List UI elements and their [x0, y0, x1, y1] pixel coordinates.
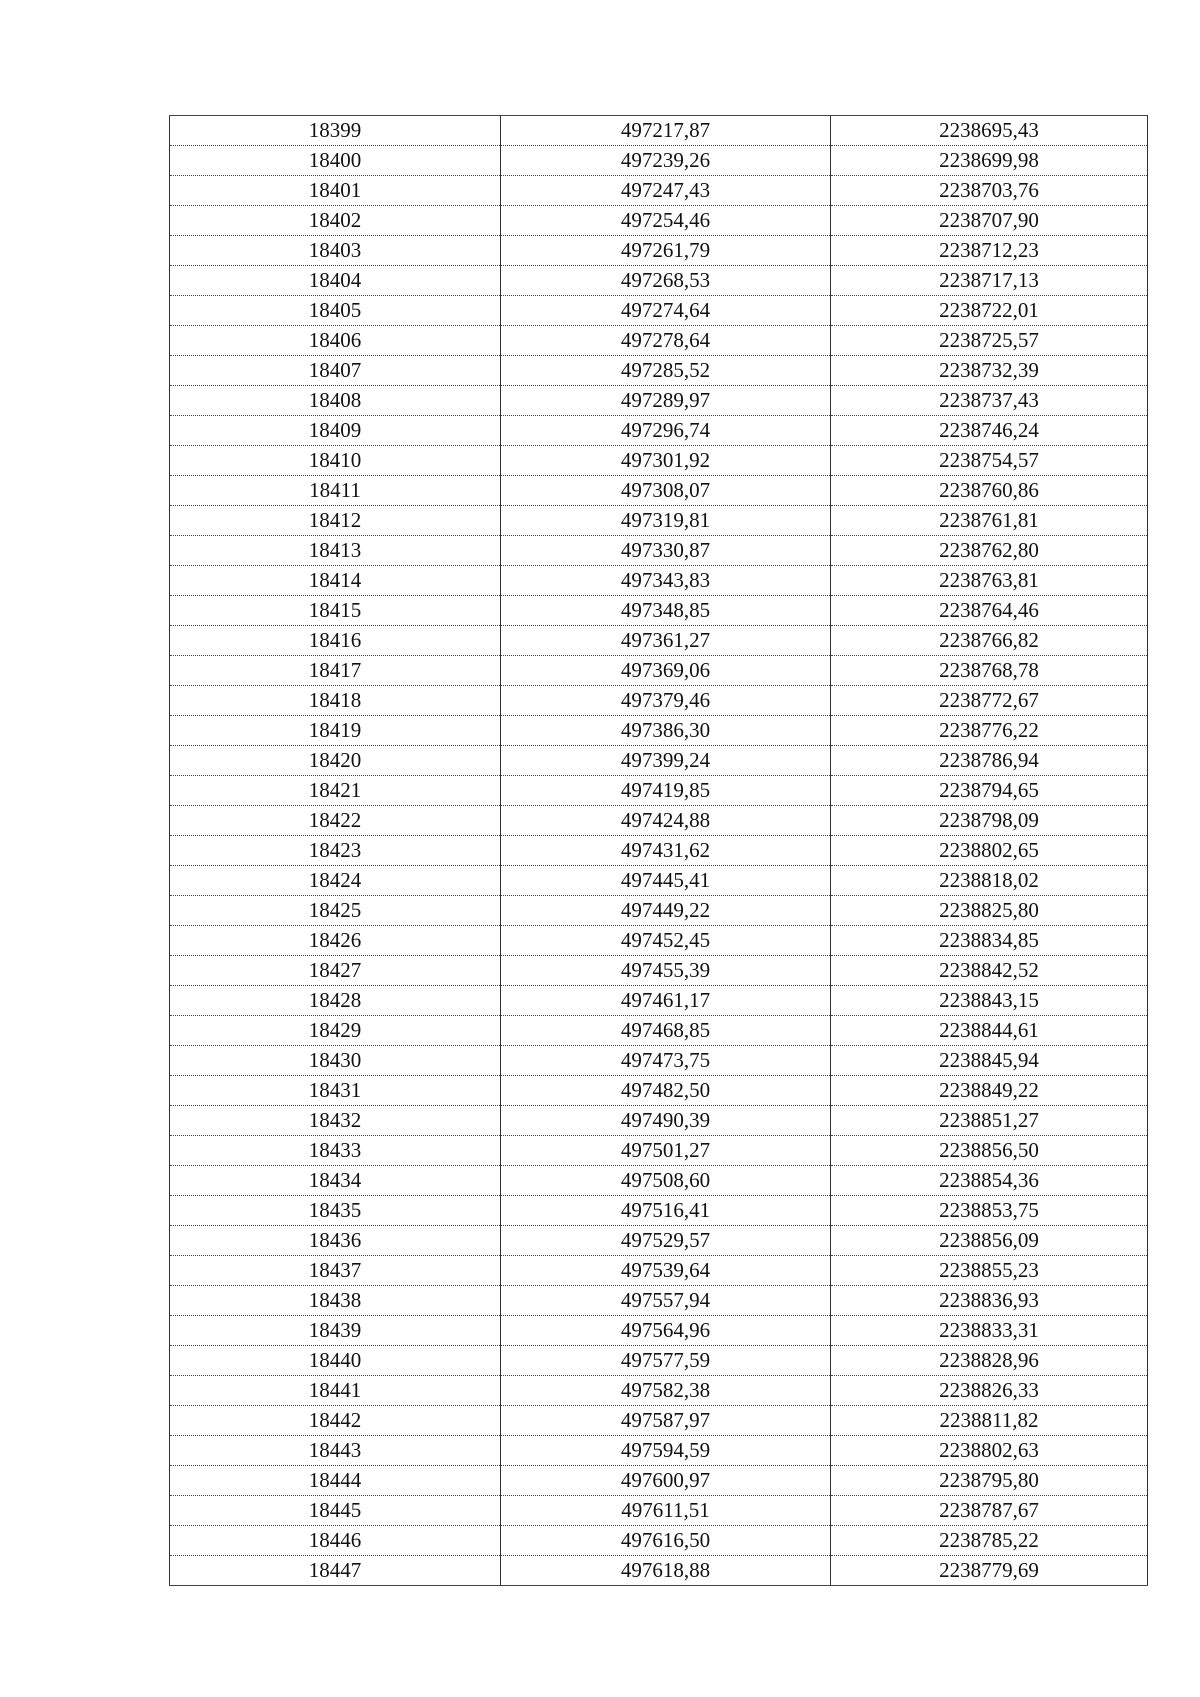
point-number-cell: 18414	[170, 566, 501, 596]
table-row	[170, 806, 1148, 836]
x-coordinate-cell: 497268,53	[501, 266, 831, 296]
point-number-cell: 18433	[170, 1136, 501, 1166]
y-coordinate-cell: 2238825,80	[831, 896, 1148, 926]
coordinates-table	[169, 115, 1148, 1586]
x-coordinate-cell: 497594,59	[501, 1436, 831, 1466]
y-coordinate-cell: 2238732,39	[831, 356, 1148, 386]
table-row	[170, 1106, 1148, 1136]
x-coordinate-cell: 497301,92	[501, 446, 831, 476]
point-number-cell: 18416	[170, 626, 501, 656]
point-number-cell: 18447	[170, 1556, 501, 1586]
x-coordinate-cell: 497516,41	[501, 1196, 831, 1226]
table-row	[170, 746, 1148, 776]
table-row	[170, 716, 1148, 746]
point-number-cell: 18412	[170, 506, 501, 536]
x-coordinate-cell: 497319,81	[501, 506, 831, 536]
y-coordinate-cell: 2238818,02	[831, 866, 1148, 896]
y-coordinate-cell: 2238802,63	[831, 1436, 1148, 1466]
table-row	[170, 1406, 1148, 1436]
point-number-cell: 18430	[170, 1046, 501, 1076]
table-row	[170, 236, 1148, 266]
table-row	[170, 446, 1148, 476]
point-number-cell: 18420	[170, 746, 501, 776]
x-coordinate-cell: 497449,22	[501, 896, 831, 926]
x-coordinate-cell: 497399,24	[501, 746, 831, 776]
table-row	[170, 656, 1148, 686]
x-coordinate-cell: 497278,64	[501, 326, 831, 356]
x-coordinate-cell: 497587,97	[501, 1406, 831, 1436]
y-coordinate-cell: 2238761,81	[831, 506, 1148, 536]
y-coordinate-cell: 2238849,22	[831, 1076, 1148, 1106]
y-coordinate-cell: 2238834,85	[831, 926, 1148, 956]
point-number-cell: 18400	[170, 146, 501, 176]
y-coordinate-cell: 2238811,82	[831, 1406, 1148, 1436]
x-coordinate-cell: 497482,50	[501, 1076, 831, 1106]
point-number-cell: 18440	[170, 1346, 501, 1376]
table-row	[170, 1436, 1148, 1466]
x-coordinate-cell: 497582,38	[501, 1376, 831, 1406]
x-coordinate-cell: 497452,45	[501, 926, 831, 956]
point-number-cell: 18411	[170, 476, 501, 506]
point-number-cell: 18403	[170, 236, 501, 266]
point-number-cell: 18402	[170, 206, 501, 236]
table-row	[170, 566, 1148, 596]
x-coordinate-cell: 497261,79	[501, 236, 831, 266]
point-number-cell: 18408	[170, 386, 501, 416]
table-row	[170, 1346, 1148, 1376]
x-coordinate-cell: 497419,85	[501, 776, 831, 806]
table-row	[170, 266, 1148, 296]
y-coordinate-cell: 2238853,75	[831, 1196, 1148, 1226]
y-coordinate-cell: 2238725,57	[831, 326, 1148, 356]
point-number-cell: 18439	[170, 1316, 501, 1346]
x-coordinate-cell: 497330,87	[501, 536, 831, 566]
y-coordinate-cell: 2238826,33	[831, 1376, 1148, 1406]
point-number-cell: 18422	[170, 806, 501, 836]
x-coordinate-cell: 497247,43	[501, 176, 831, 206]
x-coordinate-cell: 497369,06	[501, 656, 831, 686]
x-coordinate-cell: 497618,88	[501, 1556, 831, 1586]
table-row	[170, 206, 1148, 236]
y-coordinate-cell: 2238845,94	[831, 1046, 1148, 1076]
y-coordinate-cell: 2238842,52	[831, 956, 1148, 986]
y-coordinate-cell: 2238779,69	[831, 1556, 1148, 1586]
point-number-cell: 18429	[170, 1016, 501, 1046]
y-coordinate-cell: 2238828,96	[831, 1346, 1148, 1376]
x-coordinate-cell: 497431,62	[501, 836, 831, 866]
coordinates-table-body	[170, 116, 1148, 1586]
table-row	[170, 1166, 1148, 1196]
point-number-cell: 18427	[170, 956, 501, 986]
point-number-cell: 18446	[170, 1526, 501, 1556]
point-number-cell: 18417	[170, 656, 501, 686]
x-coordinate-cell: 497289,97	[501, 386, 831, 416]
point-number-cell: 18428	[170, 986, 501, 1016]
y-coordinate-cell: 2238695,43	[831, 116, 1148, 146]
point-number-cell: 18419	[170, 716, 501, 746]
table-row	[170, 1076, 1148, 1106]
y-coordinate-cell: 2238794,65	[831, 776, 1148, 806]
point-number-cell: 18442	[170, 1406, 501, 1436]
table-row	[170, 1286, 1148, 1316]
x-coordinate-cell: 497611,51	[501, 1496, 831, 1526]
y-coordinate-cell: 2238760,86	[831, 476, 1148, 506]
table-row	[170, 116, 1148, 146]
point-number-cell: 18443	[170, 1436, 501, 1466]
x-coordinate-cell: 497217,87	[501, 116, 831, 146]
y-coordinate-cell: 2238833,31	[831, 1316, 1148, 1346]
point-number-cell: 18410	[170, 446, 501, 476]
x-coordinate-cell: 497424,88	[501, 806, 831, 836]
y-coordinate-cell: 2238776,22	[831, 716, 1148, 746]
table-row	[170, 146, 1148, 176]
point-number-cell: 18424	[170, 866, 501, 896]
table-row	[170, 1136, 1148, 1166]
x-coordinate-cell: 497600,97	[501, 1466, 831, 1496]
x-coordinate-cell: 497274,64	[501, 296, 831, 326]
y-coordinate-cell: 2238851,27	[831, 1106, 1148, 1136]
y-coordinate-cell: 2238766,82	[831, 626, 1148, 656]
x-coordinate-cell: 497361,27	[501, 626, 831, 656]
y-coordinate-cell: 2238802,65	[831, 836, 1148, 866]
y-coordinate-cell: 2238854,36	[831, 1166, 1148, 1196]
y-coordinate-cell: 2238717,13	[831, 266, 1148, 296]
table-row	[170, 326, 1148, 356]
table-row	[170, 896, 1148, 926]
point-number-cell: 18407	[170, 356, 501, 386]
x-coordinate-cell: 497308,07	[501, 476, 831, 506]
y-coordinate-cell: 2238795,80	[831, 1466, 1148, 1496]
table-row	[170, 686, 1148, 716]
table-row	[170, 1016, 1148, 1046]
x-coordinate-cell: 497508,60	[501, 1166, 831, 1196]
x-coordinate-cell: 497468,85	[501, 1016, 831, 1046]
y-coordinate-cell: 2238762,80	[831, 536, 1148, 566]
table-row	[170, 836, 1148, 866]
table-row	[170, 386, 1148, 416]
y-coordinate-cell: 2238712,23	[831, 236, 1148, 266]
x-coordinate-cell: 497285,52	[501, 356, 831, 386]
table-row	[170, 416, 1148, 446]
point-number-cell: 18444	[170, 1466, 501, 1496]
y-coordinate-cell: 2238768,78	[831, 656, 1148, 686]
y-coordinate-cell: 2238764,46	[831, 596, 1148, 626]
y-coordinate-cell: 2238844,61	[831, 1016, 1148, 1046]
x-coordinate-cell: 497473,75	[501, 1046, 831, 1076]
point-number-cell: 18421	[170, 776, 501, 806]
x-coordinate-cell: 497529,57	[501, 1226, 831, 1256]
x-coordinate-cell: 497379,46	[501, 686, 831, 716]
point-number-cell: 18445	[170, 1496, 501, 1526]
table-row	[170, 1376, 1148, 1406]
table-row	[170, 1556, 1148, 1586]
table-row	[170, 476, 1148, 506]
x-coordinate-cell: 497455,39	[501, 956, 831, 986]
y-coordinate-cell: 2238855,23	[831, 1256, 1148, 1286]
table-row	[170, 596, 1148, 626]
table-row	[170, 176, 1148, 206]
y-coordinate-cell: 2238836,93	[831, 1286, 1148, 1316]
y-coordinate-cell: 2238798,09	[831, 806, 1148, 836]
y-coordinate-cell: 2238746,24	[831, 416, 1148, 446]
table-row	[170, 926, 1148, 956]
y-coordinate-cell: 2238699,98	[831, 146, 1148, 176]
point-number-cell: 18435	[170, 1196, 501, 1226]
point-number-cell: 18426	[170, 926, 501, 956]
x-coordinate-cell: 497616,50	[501, 1526, 831, 1556]
table-row	[170, 296, 1148, 326]
x-coordinate-cell: 497490,39	[501, 1106, 831, 1136]
x-coordinate-cell: 497539,64	[501, 1256, 831, 1286]
y-coordinate-cell: 2238856,50	[831, 1136, 1148, 1166]
table-row	[170, 866, 1148, 896]
y-coordinate-cell: 2238772,67	[831, 686, 1148, 716]
y-coordinate-cell: 2238737,43	[831, 386, 1148, 416]
point-number-cell: 18413	[170, 536, 501, 566]
table-row	[170, 1316, 1148, 1346]
x-coordinate-cell: 497348,85	[501, 596, 831, 626]
y-coordinate-cell: 2238703,76	[831, 176, 1148, 206]
x-coordinate-cell: 497386,30	[501, 716, 831, 746]
point-number-cell: 18431	[170, 1076, 501, 1106]
point-number-cell: 18437	[170, 1256, 501, 1286]
table-row	[170, 956, 1148, 986]
point-number-cell: 18434	[170, 1166, 501, 1196]
table-row	[170, 1046, 1148, 1076]
point-number-cell: 18438	[170, 1286, 501, 1316]
table-row	[170, 1226, 1148, 1256]
point-number-cell: 18401	[170, 176, 501, 206]
y-coordinate-cell: 2238707,90	[831, 206, 1148, 236]
y-coordinate-cell: 2238754,57	[831, 446, 1148, 476]
x-coordinate-cell: 497254,46	[501, 206, 831, 236]
point-number-cell: 18423	[170, 836, 501, 866]
x-coordinate-cell: 497557,94	[501, 1286, 831, 1316]
x-coordinate-cell: 497577,59	[501, 1346, 831, 1376]
point-number-cell: 18404	[170, 266, 501, 296]
point-number-cell: 18399	[170, 116, 501, 146]
table-row	[170, 536, 1148, 566]
point-number-cell: 18409	[170, 416, 501, 446]
table-row	[170, 506, 1148, 536]
y-coordinate-cell: 2238856,09	[831, 1226, 1148, 1256]
table-row	[170, 1526, 1148, 1556]
y-coordinate-cell: 2238843,15	[831, 986, 1148, 1016]
table-row	[170, 1196, 1148, 1226]
table-row	[170, 356, 1148, 386]
x-coordinate-cell: 497239,26	[501, 146, 831, 176]
point-number-cell: 18441	[170, 1376, 501, 1406]
x-coordinate-cell: 497461,17	[501, 986, 831, 1016]
y-coordinate-cell: 2238722,01	[831, 296, 1148, 326]
table-row	[170, 1256, 1148, 1286]
x-coordinate-cell: 497343,83	[501, 566, 831, 596]
x-coordinate-cell: 497501,27	[501, 1136, 831, 1166]
table-row	[170, 626, 1148, 656]
y-coordinate-cell: 2238785,22	[831, 1526, 1148, 1556]
point-number-cell: 18418	[170, 686, 501, 716]
point-number-cell: 18432	[170, 1106, 501, 1136]
table-row	[170, 1496, 1148, 1526]
table-row	[170, 986, 1148, 1016]
point-number-cell: 18405	[170, 296, 501, 326]
table-row	[170, 1466, 1148, 1496]
point-number-cell: 18415	[170, 596, 501, 626]
y-coordinate-cell: 2238763,81	[831, 566, 1148, 596]
point-number-cell: 18425	[170, 896, 501, 926]
x-coordinate-cell: 497564,96	[501, 1316, 831, 1346]
y-coordinate-cell: 2238787,67	[831, 1496, 1148, 1526]
x-coordinate-cell: 497445,41	[501, 866, 831, 896]
table-row	[170, 776, 1148, 806]
y-coordinate-cell: 2238786,94	[831, 746, 1148, 776]
point-number-cell: 18406	[170, 326, 501, 356]
x-coordinate-cell: 497296,74	[501, 416, 831, 446]
point-number-cell: 18436	[170, 1226, 501, 1256]
